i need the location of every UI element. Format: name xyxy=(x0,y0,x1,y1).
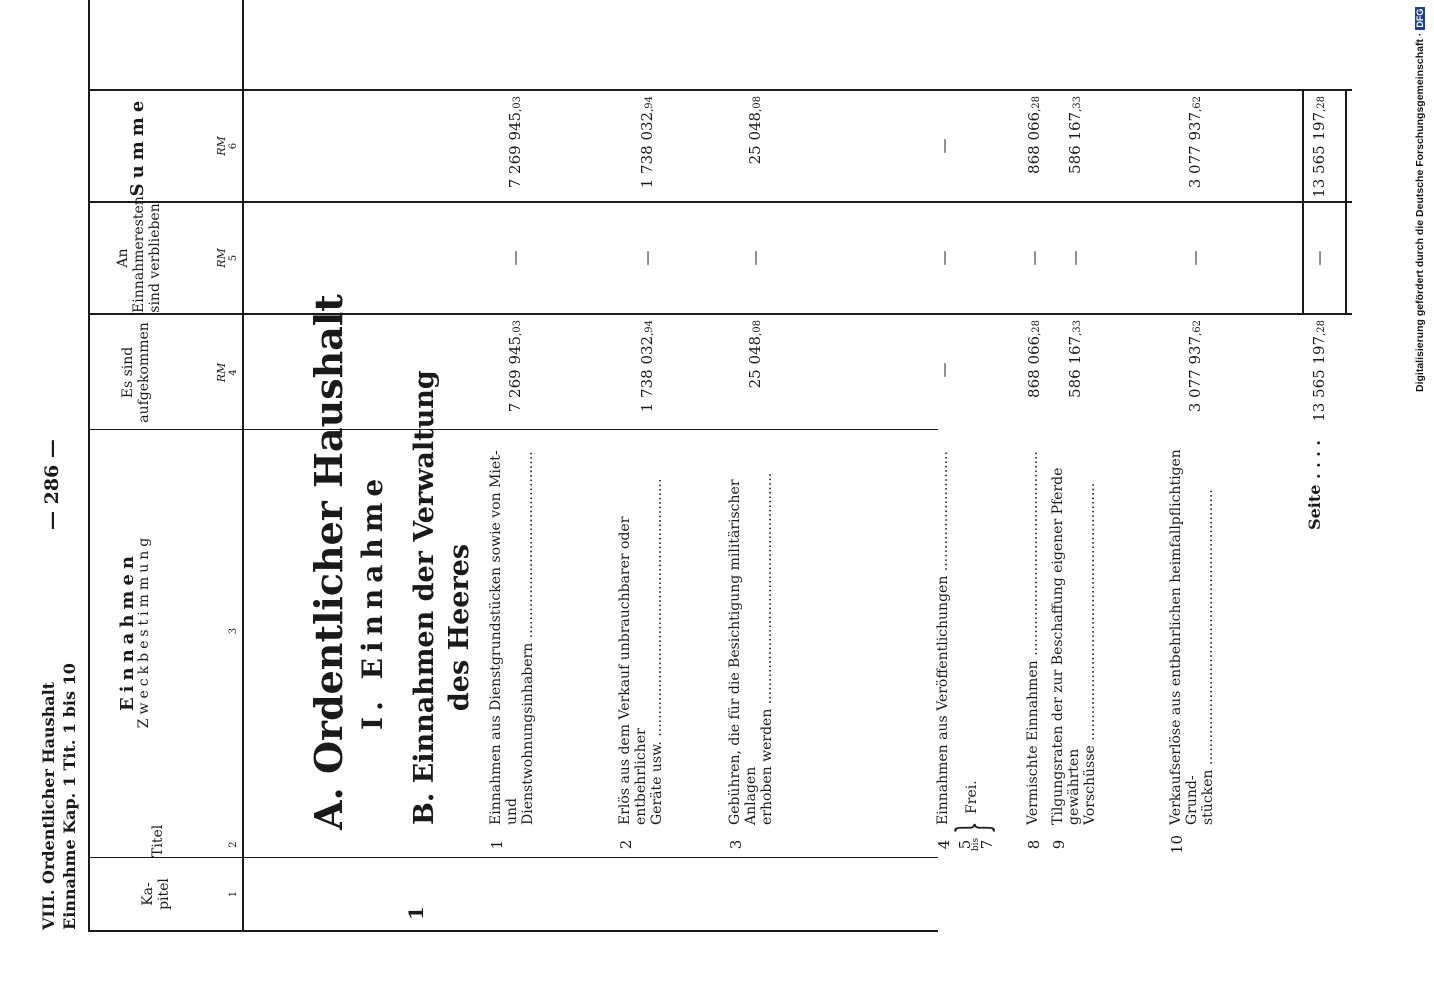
brace-symbol: } xyxy=(948,821,999,834)
total-label: Seite . . . . xyxy=(1305,440,1324,530)
header-einnahmen-sub: Zweckbestimmung xyxy=(136,533,152,729)
row-2-line1: Erlös aus dem Verkauf unbrauchbarer oder entbehrlicher xyxy=(617,516,649,825)
row-1-line2: Dienstwohnungsinhabern .......................................... xyxy=(520,451,536,825)
row-8-reste: — xyxy=(1025,250,1043,266)
row-2-summe-value: 1 738 032 xyxy=(638,111,656,189)
header-kapitel: Ka- pitel xyxy=(140,878,172,910)
row-3-summe-cents: ,08 xyxy=(752,96,763,112)
heading-b-line2: des Heeres xyxy=(444,543,475,712)
row-1-aufgekommen xyxy=(506,320,524,430)
row-9-line1: Tilgungsraten der zur Beschaffung eigener Pferde gewährten xyxy=(1050,467,1082,825)
total-aufgekommen xyxy=(1310,320,1328,430)
total-summe-cents: ,28 xyxy=(1316,96,1327,112)
dfg-logo: DFG xyxy=(1415,8,1425,28)
row-8-aufgekommen-value: 868 066 xyxy=(1025,335,1043,398)
header-titel xyxy=(150,824,166,857)
row-2-aufgekommen-value: 1 738 032 xyxy=(638,335,656,413)
sidebar-credit-text xyxy=(1414,8,1434,392)
row-10-text xyxy=(1168,430,1216,825)
col-border-kapitel xyxy=(88,857,938,858)
col-border-aufgekommen xyxy=(88,201,1352,203)
page-number: — 286 — xyxy=(41,439,63,530)
total-reste: — xyxy=(1310,250,1328,266)
row-5-7-text: Frei. xyxy=(964,780,980,814)
row-2-aufgekommen xyxy=(638,320,656,430)
titel-8: 8 xyxy=(1025,839,1043,850)
heading-a: A. Ordentlicher Haushalt xyxy=(306,294,351,830)
row-10-summe xyxy=(1186,96,1204,201)
colnum-3: 3 xyxy=(228,627,239,635)
row-1-aufgekommen-cents: ,03 xyxy=(512,320,523,336)
row-2-summe xyxy=(638,96,656,201)
row-8-summe-cents: ,28 xyxy=(1031,96,1042,112)
titel-bis: bis xyxy=(971,837,981,852)
row-3-aufgekommen-value: 25 048 xyxy=(746,335,764,389)
row-3-line1: Gebühren, die für die Besichtigung militärischer Anlagen xyxy=(727,479,759,825)
header-subsection: Einnahme Kap. 1 Tit. 1 bis 10 xyxy=(60,663,79,930)
titel-2: 2 xyxy=(617,839,635,850)
row-10-aufgekommen xyxy=(1186,320,1204,430)
row-2-line2: Geräte usw. .......................................................... xyxy=(649,478,665,825)
row-4-summe: — xyxy=(935,138,953,154)
row-1-line1: Einnahmen aus Dienstgrundstücken sowie von Miet- und xyxy=(488,450,520,825)
row-10-summe-cents: ,62 xyxy=(1192,96,1203,112)
row-8-summe xyxy=(1025,96,1043,201)
colnum-4: 4 xyxy=(228,369,239,376)
heading-b-line1: B. Einnahmen der Verwaltung xyxy=(409,370,440,825)
row-2-reste: — xyxy=(638,250,656,266)
row-9-aufgekommen-value: 586 167 xyxy=(1066,335,1084,398)
row-9-reste: — xyxy=(1066,250,1084,266)
row-1-text xyxy=(488,430,536,825)
titel-3: 3 xyxy=(727,839,745,850)
header-einnahmen-title: Einnahmen xyxy=(117,550,138,712)
row-10-summe-value: 3 077 937 xyxy=(1186,111,1204,189)
row-9-line2: Vorschüsse .......................................................... xyxy=(1082,482,1098,825)
table-top-border xyxy=(88,0,90,932)
header-summe-label: Summe xyxy=(127,95,148,197)
row-1-reste: — xyxy=(506,250,524,266)
credit-text: Digitalisierung gefördert durch die Deutsche Forschungsgemeinschaft · xyxy=(1414,32,1426,392)
unit-reste: RM xyxy=(215,248,228,268)
header-titel-label: Titel xyxy=(150,824,166,857)
sidebar-credit xyxy=(1414,8,1434,392)
row-1-summe-cents: ,03 xyxy=(512,96,523,112)
row-9-aufgekommen-cents: ,33 xyxy=(1072,320,1083,336)
row-3-aufgekommen xyxy=(746,320,764,430)
titel-10: 10 xyxy=(1168,834,1186,855)
row-10-reste: — xyxy=(1186,250,1204,266)
row-2-summe-cents: ,94 xyxy=(644,96,655,112)
row-2-aufgekommen-cents: ,94 xyxy=(644,320,655,336)
row-9-aufgekommen xyxy=(1066,320,1084,430)
titel-9: 9 xyxy=(1050,839,1068,850)
total-bottom-rule xyxy=(1345,89,1347,315)
titel-5-7 xyxy=(956,832,996,857)
row-10-aufgekommen-cents: ,62 xyxy=(1192,320,1203,336)
col-border-left xyxy=(88,930,938,932)
row-9-summe xyxy=(1066,96,1084,201)
row-2-text xyxy=(617,430,665,825)
titel-5: 5 xyxy=(956,839,974,850)
kapitel-number: 1 xyxy=(404,906,428,920)
row-3-reste: — xyxy=(746,250,764,266)
row-4-reste: — xyxy=(935,250,953,266)
colnum-1: 1 xyxy=(228,890,239,898)
total-rule xyxy=(1302,89,1304,315)
total-summe xyxy=(1310,96,1328,201)
row-8-line1: Vermischte Einnahmen .............................................. xyxy=(1025,451,1041,825)
colnum-2: 2 xyxy=(228,841,239,848)
header-aufgekommen: Es sind aufgekommen xyxy=(120,322,152,423)
col-border-einnahmen xyxy=(88,313,1352,315)
row-8-aufgekommen xyxy=(1025,320,1043,430)
row-8-summe-value: 868 066 xyxy=(1025,111,1043,174)
row-3-aufgekommen-cents: ,08 xyxy=(752,320,763,336)
total-aufgekommen-value: 13 565 197 xyxy=(1310,335,1328,422)
colnum-5: 5 xyxy=(228,254,239,262)
col-border-reste xyxy=(88,89,1352,91)
header-section: VIII. Ordentlicher Haushalt xyxy=(39,681,58,930)
row-10-line1: Verkaufserlöse aus entbehrlichen heimfallpflichtigen Grund- xyxy=(1168,449,1200,825)
row-3-text xyxy=(727,430,775,825)
row-4-line1: Einnahmen aus Veröffentlichungen ........................... xyxy=(935,451,951,825)
row-4-aufgekommen: — xyxy=(935,362,953,378)
unit-summe: RM xyxy=(215,136,228,156)
header-summe xyxy=(127,91,148,201)
row-1-summe xyxy=(506,96,524,201)
header-reste: An Einnahmeresten sind verblieben xyxy=(115,196,163,313)
row-3-summe-value: 25 048 xyxy=(746,111,764,165)
row-9-summe-cents: ,33 xyxy=(1072,96,1083,112)
titel-1: 1 xyxy=(488,839,506,850)
row-8-aufgekommen-cents: ,28 xyxy=(1031,320,1042,336)
colnum-6: 6 xyxy=(228,142,239,150)
row-3-line2: erhoben werden .................................................... xyxy=(759,472,775,825)
titel-7: 7 xyxy=(978,839,996,850)
row-9-text xyxy=(1050,430,1098,825)
total-summe-value: 13 565 197 xyxy=(1310,111,1328,198)
row-1-summe-value: 7 269 945 xyxy=(506,111,524,189)
row-3-summe xyxy=(746,96,764,201)
heading-i: I. Einnahme xyxy=(356,472,389,730)
row-9-summe-value: 586 167 xyxy=(1066,111,1084,174)
header-einnahmen xyxy=(117,430,152,832)
running-header xyxy=(38,663,80,930)
row-1-aufgekommen-value: 7 269 945 xyxy=(506,335,524,413)
total-aufgekommen-cents: ,28 xyxy=(1316,320,1327,336)
unit-aufgekommen: RM xyxy=(215,362,228,383)
row-10-aufgekommen-value: 3 077 937 xyxy=(1186,335,1204,413)
titel-4: 4 xyxy=(935,839,953,850)
row-10-line2: stücken .............................................................. xyxy=(1200,489,1216,825)
header-bottom-border xyxy=(242,0,244,932)
